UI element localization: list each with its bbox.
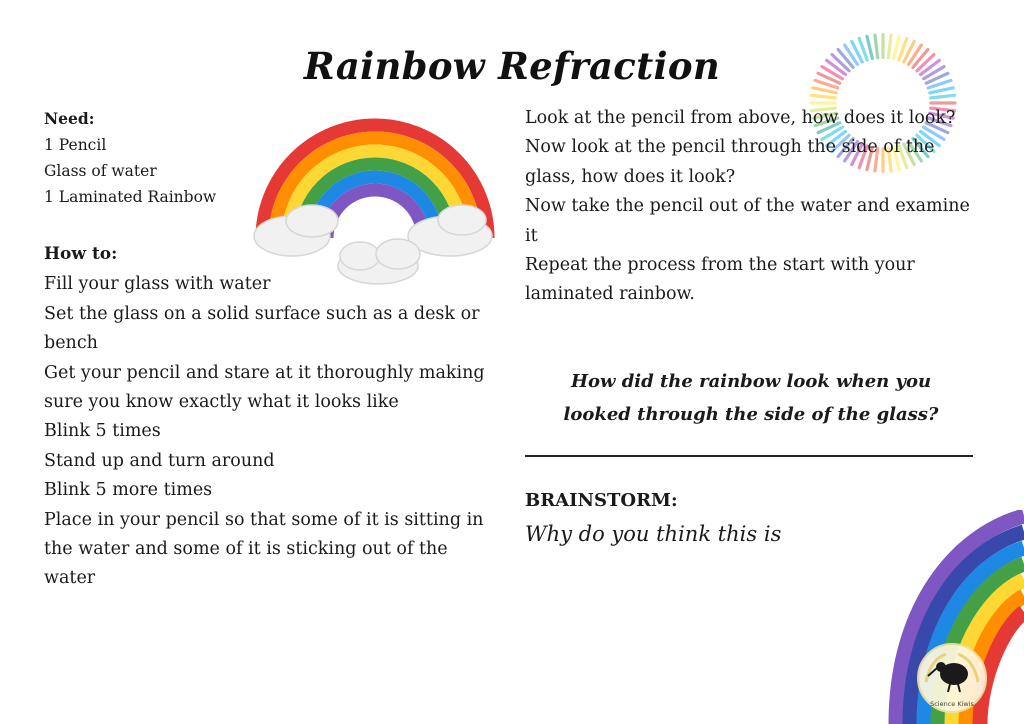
- how-to-step: Get your pencil and stare at it thoroughly making sure you know exactly what it looks like: [44, 362, 485, 413]
- corner-rainbow-illustration: [874, 510, 1024, 724]
- observation-step: Now take the pencil out of the water and examine it: [525, 196, 970, 246]
- pencil-stroke: [811, 95, 835, 98]
- need-heading: Need:: [44, 109, 95, 128]
- question-line-1: How did the rainbow look when you: [570, 371, 932, 392]
- pencil-stroke: [875, 35, 878, 58]
- pencil-stroke: [930, 88, 953, 93]
- logo-text: Science Kiwis: [930, 700, 974, 708]
- reflection-question: [525, 365, 977, 431]
- observation-step: Repeat the process from the start with your laminated rainbow.: [525, 255, 915, 305]
- need-item: Glass of water: [44, 162, 157, 180]
- need-item: 1 Pencil: [44, 136, 107, 154]
- how-to-step: Fill your glass with water: [44, 274, 271, 295]
- how-to-step: Blink 5 more times: [44, 480, 213, 501]
- pencil-stroke: [931, 95, 955, 98]
- question-line-2: looked through the side of the glass?: [563, 404, 939, 425]
- page-title: Rainbow Refraction: [303, 44, 721, 88]
- need-section: [44, 106, 284, 210]
- need-item: 1 Laminated Rainbow: [44, 188, 217, 206]
- how-to-section: [44, 240, 504, 594]
- observation-section: [525, 104, 977, 310]
- how-to-step: Place in your pencil so that some of it is sitting in the water and some of it is sticking out of the water: [44, 509, 484, 589]
- observation-step: Now look at the pencil through the side of the glass, how does it look?: [525, 137, 935, 187]
- brainstorm-prompt: Why do you think this is: [525, 522, 782, 546]
- pencil-stroke: [894, 36, 899, 58]
- science-kiwis-logo: [918, 644, 986, 712]
- observation-step: Look at the pencil from above, how does it look?: [525, 108, 956, 128]
- how-to-step: Blink 5 times: [44, 421, 161, 442]
- pencil-stroke: [813, 88, 836, 93]
- pencil-stroke: [867, 36, 872, 58]
- brainstorm-heading: BRAINSTORM:: [525, 490, 678, 511]
- how-to-heading: How to:: [44, 244, 118, 264]
- answer-line[interactable]: [525, 455, 973, 457]
- pencil-stroke: [888, 35, 891, 58]
- how-to-step: Stand up and turn around: [44, 450, 275, 471]
- how-to-step: Set the glass on a solid surface such as a desk or bench: [44, 303, 480, 354]
